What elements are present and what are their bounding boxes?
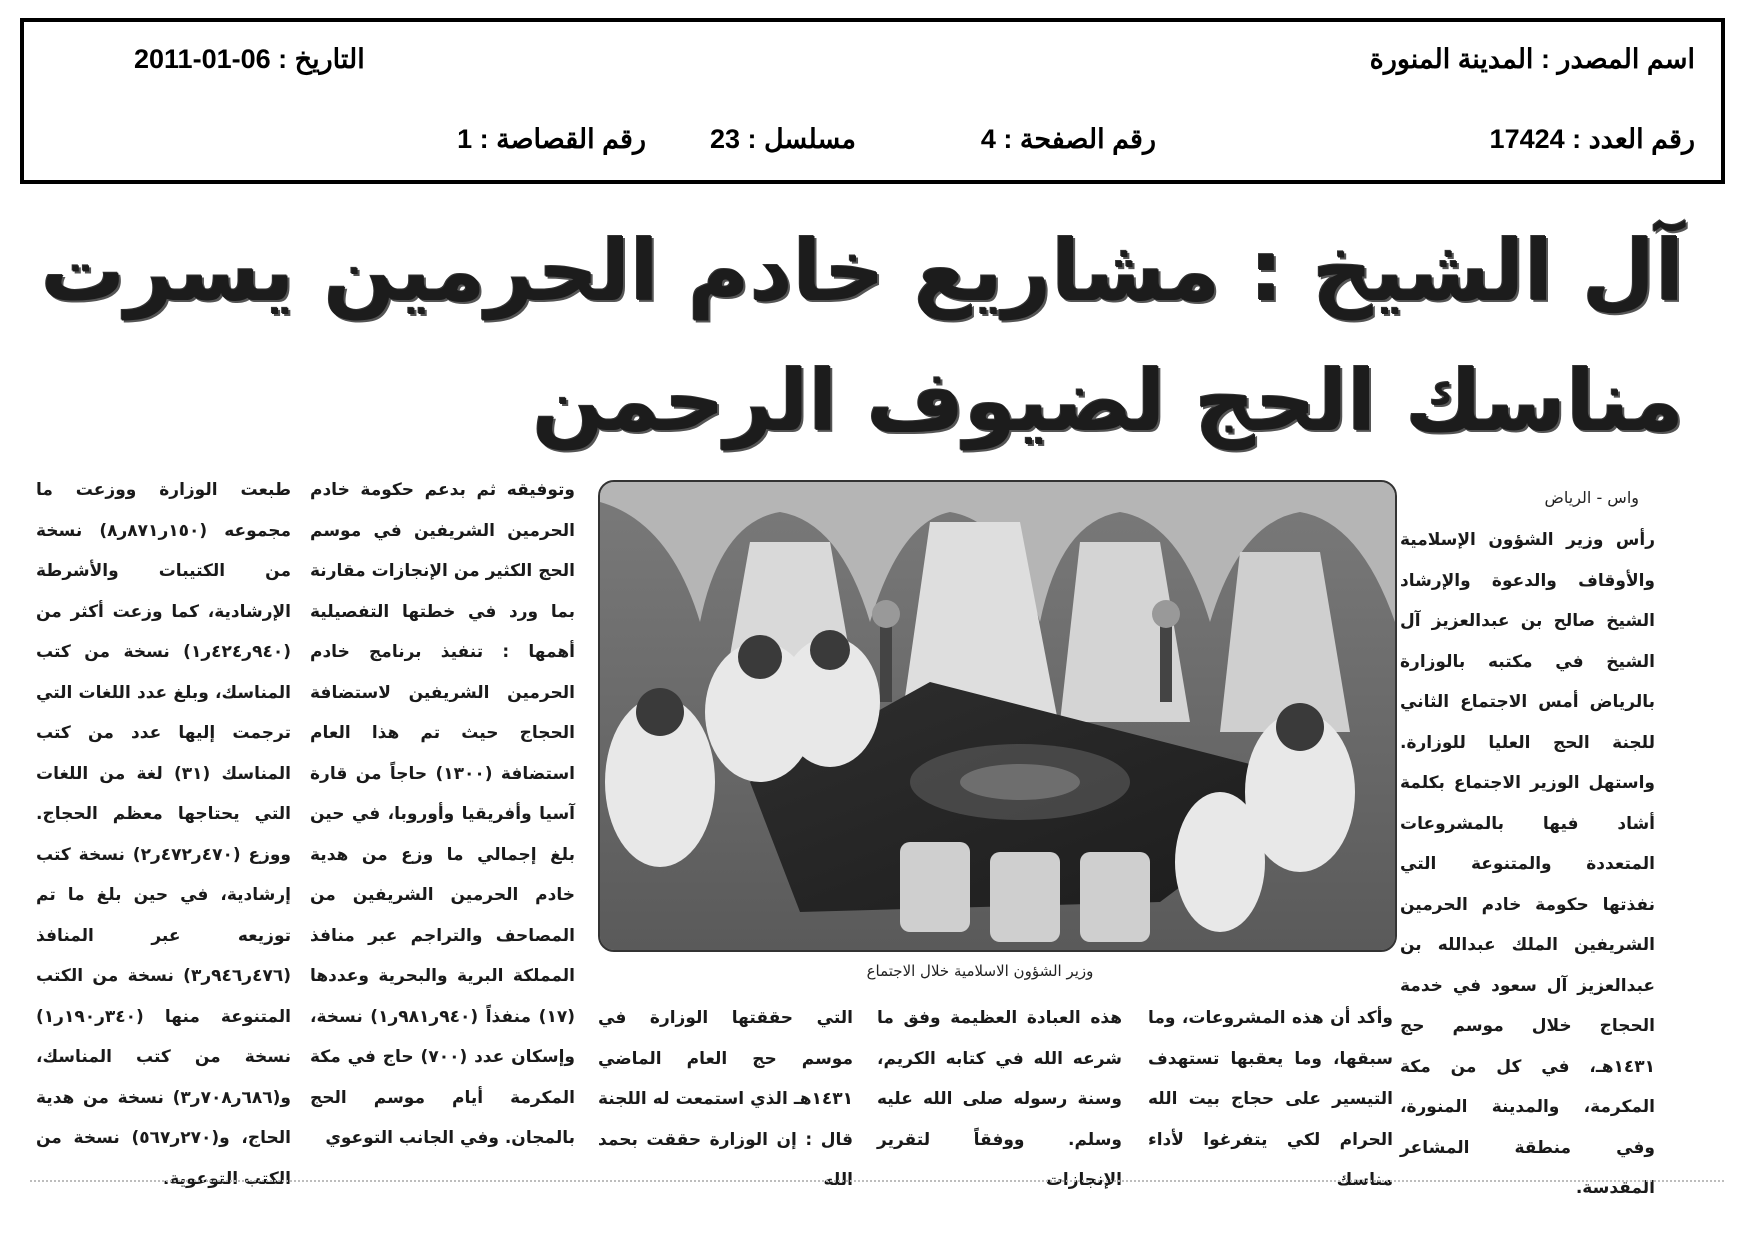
scan-noise-divider [30, 1180, 1724, 1184]
paragraph: رأس وزير الشؤون الإسلامية والأوقاف والدعوة والإرشاد الشيخ صالح بن عبدالعزيز آل الشيخ في مكتبه بالوزارة بالرياض أمس الاجتماع الثاني للجنة الحج العليا للوزارة. واستهل الوزير الاجتماع بكلمة أشاد فيها بالمشروعات المتعددة والمتنوعة التي نفذتها حكومة خادم الحرمين الشريفين الملك عبدالله بن عبدالعزيز آل سعود في خدمة الحجاج خلال موسم حج ١٤٣١هـ، في كل من مكة المكرمة، والمدينة المنورة، وفي منطقة المشاعر المقدسة. [1400, 530, 1655, 1198]
issue-number-field: رقم العدد : 17424 [1489, 124, 1695, 154]
clipping-number-field: رقم القصاصة : 1 [457, 124, 646, 154]
article-column-6 [36, 470, 291, 1189]
article-column-1 [1400, 520, 1655, 1198]
article-column-3 [877, 998, 1122, 1190]
article-column-2 [1148, 998, 1393, 1190]
page-number-field: رقم الصفحة : 4 [980, 124, 1156, 154]
serial-field: مسلسل : 23 [709, 124, 856, 154]
meeting-photo-illustration [600, 482, 1395, 950]
date-field: التاريخ : 06-01-2011 [134, 44, 365, 74]
meeting-photo [598, 480, 1397, 952]
paragraph: طبعت الوزارة ووزعت ما مجموعه (١٥٠ر٨٧١ر٨) نسخة من الكتيبات والأشرطة الإرشادية، كما وزعت أكثر من (٩٤٠ر٤٢٤ر١) نسخة من كتب المناسك، وبلغ عدد اللغات التي ترجمت إليها عدد من كتب المناسك (٣١) لغة من اللغات التي يحتاجها معظم الحجاج. ووزع (٤٧٠ر٤٧٢ر٢) نسخة كتب إرشادية، في حين بلغ ما تم توزيعه عبر المنافذ (٤٧٦ر٩٤٦ر٣) نسخة من الكتب المتنوعة منها (٣٤٠ر١٩٠ر١) نسخة من كتب المناسك، و(٦٨٦ر٧٠٨ر٣) نسخة من هدية الحاج، و(٢٧٠ر٥٦٧) نسخة من الكتب التوعوية. [36, 480, 291, 1189]
clipping-header [20, 18, 1725, 184]
paragraph: وتوفيقه ثم بدعم حكومة خادم الحرمين الشريفين في موسم الحج الكثير من الإنجازات مقارنة بما ورد في خطتها التفصيلية أهمها : تنفيذ برنامج خادم الحرمين الشريفين لاستضافة الحجاج حيث تم هذا العام استضافة (١٣٠٠) حاجاً من قارة آسيا وأفريقيا وأوروبا، في حين بلغ إجمالي ما وزع من هدية خادم الحرمين الشريفين من المصاحف والتراجم عبر منافذ المملكة البرية والبحرية وعددها (١٧) منفذاً (٩٤٠ر٩٨١ر١) نسخة، وإسكان عدد (٧٠٠) حاج في مكة المكرمة أيام موسم الحج بالمجان. وفي الجانب التوعوي [310, 480, 576, 1148]
photo-caption: وزير الشؤون الاسلامية خلال الاجتماع [866, 962, 1094, 980]
article-column-5 [310, 470, 575, 1170]
article-column-4 [598, 998, 853, 1190]
source-field: اسم المصدر : المدينة المنورة [1369, 44, 1695, 74]
byline: واس - الرياض [1544, 488, 1639, 507]
headline-line-2: مناسك الحج لضيوف الرحمن [532, 352, 1684, 450]
paragraph: هذه العبادة العظيمة وفق ما شرعه الله في كتابه الكريم، وسنة رسوله صلى الله عليه وسلم. ووفقاً لتقرير الإنجازات [877, 1008, 1122, 1190]
paragraph: وأكد أن هذه المشروعات، وما سبقها، وما يعقبها تستهدف التيسير على حجاج بيت الله الحرام لكي يتفرغوا لأداء مناسك [1148, 1008, 1393, 1190]
headline-line-1: آل الشيخ : مشاريع خادم الحرمين يسرت [40, 222, 1684, 320]
paragraph: التي حققتها الوزارة في موسم حج العام الماضي ١٤٣١هـ الذي استمعت له اللجنة قال : إن الوزارة حققت بحمد الله [598, 1008, 853, 1190]
